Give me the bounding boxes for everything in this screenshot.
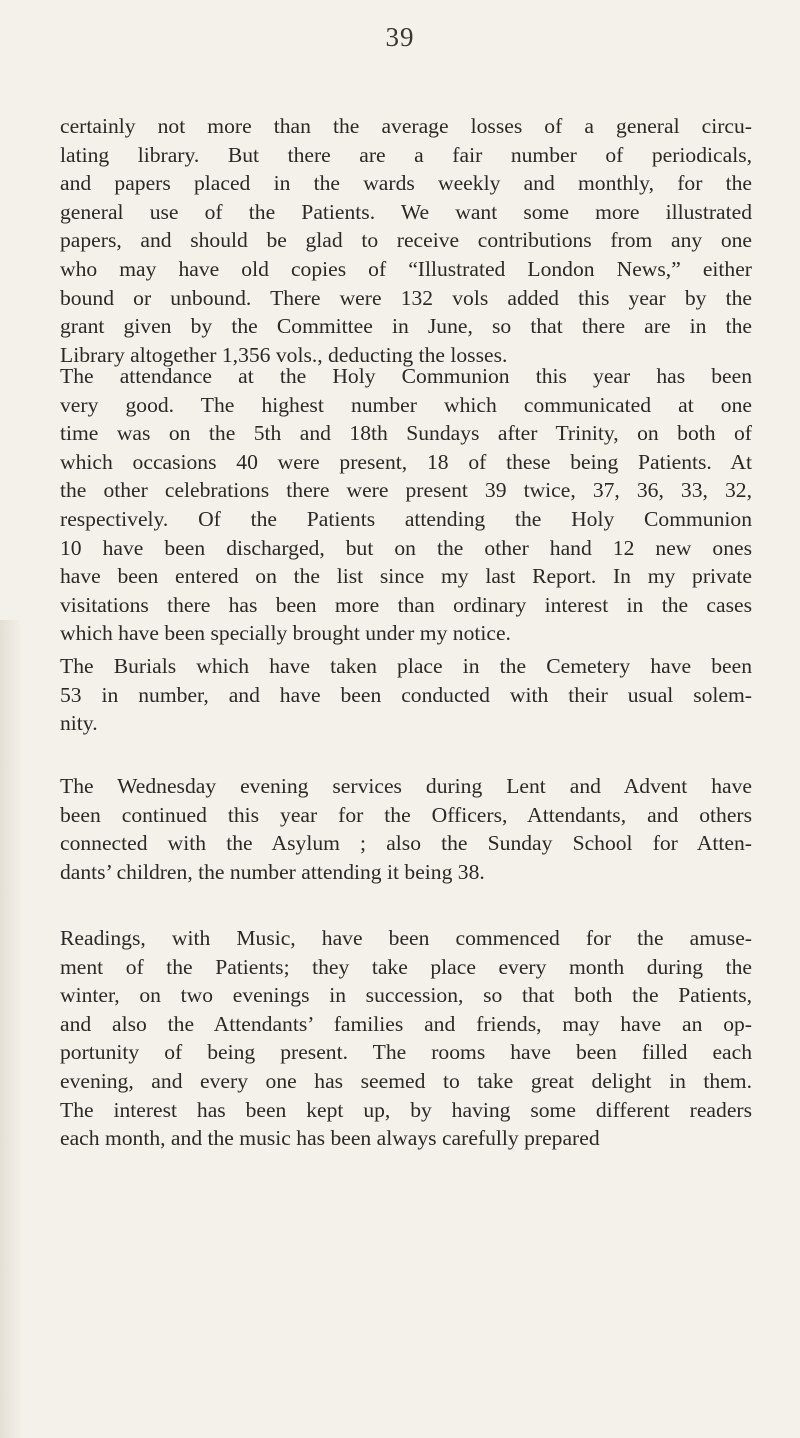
text-line: been continued this year for the Officers, Attendants, and others [60,802,752,827]
text-line: Readings, with Music, have been commenced for the amuse- [60,926,752,950]
text-line: have been entered on the list since my last Report. In my private [60,564,752,589]
text-line: certainly not more than the average losses of a general circu- [60,114,752,138]
text-line: respectively. Of the Patients attending the Holy Communion [60,506,752,531]
text-line: which have been specially brought under my notice. [60,621,511,646]
text-line: who may have old copies of “Illustrated London News,” either [60,256,752,281]
text-line: connected with the Asylum ; also the Sunday School for Atten- [60,831,752,856]
paragraph-burials [60,652,752,738]
text-line: time was on the 5th and 18th Sundays after Trinity, on both of [60,421,752,446]
paragraph-library [60,112,752,369]
text-line: general use of the Patients. We want some more illustrated [60,199,752,224]
text-line: The Burials which have taken place in the Cemetery have been [60,654,752,678]
text-line: bound or unbound. There were 132 vols added this year by the [60,285,752,310]
text-line: The Wednesday evening services during Lent and Advent have [60,774,752,798]
paragraph-holy-communion [60,362,752,648]
page-edge-shadow [0,620,22,1438]
text-line: and also the Attendants’ families and friends, may have an op- [60,1011,752,1036]
text-line: evening, and every one has seemed to take great delight in them. [60,1068,752,1093]
text-line: The attendance at the Holy Communion this year has been [60,364,752,388]
text-line: Library altogether 1,356 vols., deducting the losses. [60,342,508,367]
text-line: papers, and should be glad to receive contributions from any one [60,228,752,253]
text-line: visitations there has been more than ordinary interest in the cases [60,592,752,617]
text-line: nity. [60,711,98,736]
text-line: winter, on two evenings in succession, so that both the Patients, [60,983,752,1008]
text-line: lating library. But there are a fair number of periodicals, [60,142,752,167]
text-line: portunity of being present. The rooms have been filled each [60,1040,752,1065]
text-line: grant given by the Committee in June, so that there are in the [60,314,752,339]
text-line: The interest has been kept up, by having some different readers [60,1097,752,1122]
paragraph-readings-music [60,924,752,1153]
text-line: ment of the Patients; they take place every month during the [60,954,752,979]
text-line: very good. The highest number which communicated at one [60,392,752,417]
text-line: and papers placed in the wards weekly and monthly, for the [60,171,752,196]
page-number: 39 [385,22,415,52]
text-line: which occasions 40 were present, 18 of these being Patients. At [60,449,752,474]
text-line: the other celebrations there were present 39 twice, 37, 36, 33, 32, [60,478,752,503]
text-line: dants’ children, the number attending it being 38. [60,859,485,884]
text-line: 10 have been discharged, but on the other hand 12 new ones [60,535,752,560]
text-line: 53 in number, and have been conducted with their usual solem- [60,682,752,707]
paragraph-wednesday-services [60,772,752,886]
text-line: each month, and the music has been always carefully prepared [60,1126,600,1151]
